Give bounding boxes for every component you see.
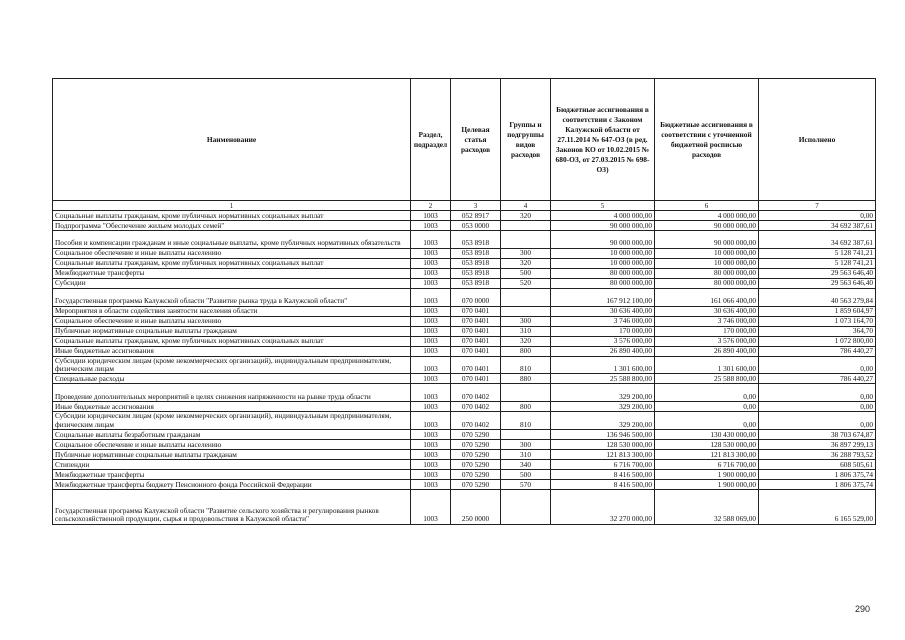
- cell-section: 1003: [411, 211, 451, 221]
- column-number: 1: [53, 201, 411, 211]
- header-name: Наименование: [53, 79, 411, 201]
- cell-expense-group: 810: [501, 356, 551, 374]
- cell-expense-group: 340: [501, 460, 551, 470]
- cell-refined-amount: 0,00: [655, 402, 759, 412]
- cell-refined-amount: 1 900 000,00: [655, 480, 759, 490]
- column-number: 7: [759, 201, 876, 211]
- cell-target-article: 070 0401: [451, 306, 501, 316]
- cell-name: Субсидии юридическим лицам (кроме некоммерческих организаций), индивидуальным предпринимателям, физическим лицам: [53, 356, 411, 374]
- cell-section: 1003: [411, 402, 451, 412]
- table-row: [53, 450, 876, 460]
- cell-executed-amount: 1 072 800,00: [759, 336, 876, 346]
- cell-section: 1003: [411, 460, 451, 470]
- cell-section: 1003: [411, 384, 451, 402]
- cell-law-amount: 10 000 000,00: [551, 258, 655, 268]
- cell-expense-group: 300: [501, 248, 551, 258]
- cell-target-article: 053 8918: [451, 248, 501, 258]
- table-row: [53, 288, 876, 306]
- cell-expense-group: [501, 288, 551, 306]
- cell-target-article: 070 5290: [451, 460, 501, 470]
- cell-name: Социальные выплаты гражданам, кроме публичных нормативных социальных выплат: [53, 258, 411, 268]
- cell-name: Специальные расходы: [53, 374, 411, 384]
- cell-expense-group: [501, 221, 551, 231]
- table-row: [53, 316, 876, 326]
- cell-target-article: 070 5290: [451, 440, 501, 450]
- cell-law-amount: 90 000 000,00: [551, 221, 655, 231]
- cell-target-article: 070 0401: [451, 356, 501, 374]
- cell-name: Социальное обеспечение и иные выплаты населению: [53, 316, 411, 326]
- cell-refined-amount: 90 000 000,00: [655, 231, 759, 249]
- header-group: Группы и подгруппы видов расходов: [501, 79, 551, 201]
- cell-section: 1003: [411, 221, 451, 231]
- cell-name: Мероприятия в области содействия занятости населения области: [53, 306, 411, 316]
- cell-section: 1003: [411, 248, 451, 258]
- cell-section: 1003: [411, 306, 451, 316]
- cell-section: 1003: [411, 412, 451, 430]
- cell-section: 1003: [411, 356, 451, 374]
- cell-refined-amount: 170 000,00: [655, 326, 759, 336]
- cell-law-amount: 8 416 500,00: [551, 480, 655, 490]
- cell-expense-group: 300: [501, 440, 551, 450]
- cell-expense-group: 300: [501, 316, 551, 326]
- cell-expense-group: [501, 490, 551, 525]
- cell-target-article: 053 8918: [451, 231, 501, 249]
- header-section: Раздел, подраздел: [411, 79, 451, 201]
- cell-refined-amount: 1 301 600,00: [655, 356, 759, 374]
- cell-expense-group: 880: [501, 374, 551, 384]
- cell-section: 1003: [411, 346, 451, 356]
- cell-law-amount: 26 890 400,00: [551, 346, 655, 356]
- cell-name: Подпрограмма "Обеспечение жильем молодых семей": [53, 221, 411, 231]
- cell-executed-amount: 34 692 387,61: [759, 231, 876, 249]
- table-row: [53, 470, 876, 480]
- cell-refined-amount: 161 066 400,00: [655, 288, 759, 306]
- cell-refined-amount: 0,00: [655, 384, 759, 402]
- table-row: [53, 412, 876, 430]
- cell-target-article: 070 0401: [451, 326, 501, 336]
- budget-table: [52, 78, 876, 525]
- table-row: [53, 268, 876, 278]
- table-row: [53, 480, 876, 490]
- table-row: [53, 211, 876, 221]
- cell-law-amount: 3 576 000,00: [551, 336, 655, 346]
- cell-law-amount: 10 000 000,00: [551, 248, 655, 258]
- cell-section: 1003: [411, 326, 451, 336]
- header-target: Целевая статья расходов: [451, 79, 501, 201]
- cell-section: 1003: [411, 480, 451, 490]
- cell-section: 1003: [411, 231, 451, 249]
- table-row: [53, 336, 876, 346]
- cell-executed-amount: 5 128 741,21: [759, 248, 876, 258]
- cell-name: Государственная программа Калужской области "Развитие сельского хозяйства и регулирования рынков сельскохозяйственной продукции, сырья и продовольствия в Калужской области": [53, 490, 411, 525]
- cell-expense-group: 520: [501, 278, 551, 288]
- cell-executed-amount: 36 897 299,13: [759, 440, 876, 450]
- cell-executed-amount: 1 073 164,70: [759, 316, 876, 326]
- cell-executed-amount: 1 806 375,74: [759, 470, 876, 480]
- cell-law-amount: 90 000 000,00: [551, 231, 655, 249]
- cell-law-amount: 80 000 000,00: [551, 268, 655, 278]
- table-row: [53, 440, 876, 450]
- cell-section: 1003: [411, 268, 451, 278]
- cell-refined-amount: 10 000 000,00: [655, 248, 759, 258]
- column-number: 5: [551, 201, 655, 211]
- cell-executed-amount: 364,70: [759, 326, 876, 336]
- table-row: [53, 231, 876, 249]
- cell-refined-amount: 80 000 000,00: [655, 278, 759, 288]
- cell-executed-amount: 36 288 793,52: [759, 450, 876, 460]
- cell-law-amount: 128 530 000,00: [551, 440, 655, 450]
- cell-executed-amount: 6 165 529,00: [759, 490, 876, 525]
- cell-refined-amount: 130 430 000,00: [655, 430, 759, 440]
- cell-name: Иные бюджетные ассигнования: [53, 402, 411, 412]
- cell-refined-amount: 30 636 400,00: [655, 306, 759, 316]
- cell-refined-amount: 90 000 000,00: [655, 221, 759, 231]
- cell-refined-amount: 26 890 400,00: [655, 346, 759, 356]
- cell-refined-amount: 32 588 069,00: [655, 490, 759, 525]
- cell-executed-amount: 0,00: [759, 402, 876, 412]
- cell-executed-amount: 0,00: [759, 211, 876, 221]
- cell-name: Иные бюджетные ассигнования: [53, 346, 411, 356]
- cell-expense-group: [501, 430, 551, 440]
- cell-refined-amount: 80 000 000,00: [655, 268, 759, 278]
- cell-section: 1003: [411, 490, 451, 525]
- column-number: 3: [451, 201, 501, 211]
- cell-target-article: 070 0402: [451, 384, 501, 402]
- table-row: [53, 430, 876, 440]
- cell-name: Публичные нормативные социальные выплаты гражданам: [53, 450, 411, 460]
- cell-expense-group: 500: [501, 268, 551, 278]
- cell-expense-group: 310: [501, 450, 551, 460]
- cell-executed-amount: 29 563 646,40: [759, 278, 876, 288]
- cell-section: 1003: [411, 470, 451, 480]
- cell-section: 1003: [411, 316, 451, 326]
- cell-law-amount: 8 416 500,00: [551, 470, 655, 480]
- cell-target-article: 053 8918: [451, 258, 501, 268]
- cell-name: Социальное обеспечение и иные выплаты населению: [53, 248, 411, 258]
- cell-law-amount: 329 200,00: [551, 412, 655, 430]
- column-number: 6: [655, 201, 759, 211]
- table-row: [53, 384, 876, 402]
- column-number: 2: [411, 201, 451, 211]
- cell-law-amount: 121 813 300,00: [551, 450, 655, 460]
- cell-law-amount: 25 588 800,00: [551, 374, 655, 384]
- cell-refined-amount: 0,00: [655, 412, 759, 430]
- cell-name: Межбюджетные трансферты: [53, 268, 411, 278]
- header-refined-assignments: Бюджетные ассигнования в соответствии с уточненной бюджетной росписью расходов: [655, 79, 759, 201]
- cell-target-article: 053 8918: [451, 278, 501, 288]
- cell-executed-amount: 608 505,61: [759, 460, 876, 470]
- cell-executed-amount: 38 703 674,87: [759, 430, 876, 440]
- cell-target-article: 070 0401: [451, 336, 501, 346]
- cell-executed-amount: 40 563 279,84: [759, 288, 876, 306]
- cell-law-amount: 80 000 000,00: [551, 278, 655, 288]
- cell-executed-amount: 34 692 387,61: [759, 221, 876, 231]
- cell-section: 1003: [411, 440, 451, 450]
- cell-expense-group: [501, 306, 551, 316]
- cell-executed-amount: 0,00: [759, 356, 876, 374]
- cell-expense-group: 810: [501, 412, 551, 430]
- cell-refined-amount: 10 000 000,00: [655, 258, 759, 268]
- cell-law-amount: 170 000,00: [551, 326, 655, 336]
- cell-law-amount: 329 200,00: [551, 402, 655, 412]
- cell-name: Пособия и компенсации гражданам и иные социальные выплаты, кроме публичных нормативных обязательств: [53, 231, 411, 249]
- cell-target-article: 070 5290: [451, 470, 501, 480]
- cell-target-article: 053 0000: [451, 221, 501, 231]
- cell-name: Субсидии юридическим лицам (кроме некоммерческих организаций), индивидуальным предпринимателям, физическим лицам: [53, 412, 411, 430]
- header-law-assignments: Бюджетные ассигнования в соответствии с Законом Калужской области от 27.11.2014 № 647-ОЗ (в ред. Законов КО от 10.02.2015 № 680-ОЗ, от 27.03.2015 № 698-ОЗ): [551, 79, 655, 201]
- cell-executed-amount: 786 440,27: [759, 374, 876, 384]
- cell-name: Социальное обеспечение и иные выплаты населению: [53, 440, 411, 450]
- cell-name: Межбюджетные трансферты бюджету Пенсионного фонда Российской Федерации: [53, 480, 411, 490]
- cell-refined-amount: 25 588 800,00: [655, 374, 759, 384]
- cell-name: Социальные выплаты гражданам, кроме публичных нормативных социальных выплат: [53, 211, 411, 221]
- cell-refined-amount: 3 576 000,00: [655, 336, 759, 346]
- column-number: 4: [501, 201, 551, 211]
- cell-law-amount: 4 000 000,00: [551, 211, 655, 221]
- cell-executed-amount: 5 128 741,21: [759, 258, 876, 268]
- table-row: [53, 356, 876, 374]
- cell-expense-group: 320: [501, 336, 551, 346]
- cell-section: 1003: [411, 450, 451, 460]
- cell-refined-amount: 121 813 300,00: [655, 450, 759, 460]
- cell-name: Социальные выплаты гражданам, кроме публичных нормативных социальных выплат: [53, 336, 411, 346]
- page-number: 290: [855, 604, 871, 614]
- table-body: [53, 201, 876, 525]
- header-executed: Исполнено: [759, 79, 876, 201]
- cell-law-amount: 32 270 000,00: [551, 490, 655, 525]
- cell-name: Межбюджетные трансферты: [53, 470, 411, 480]
- cell-target-article: 070 5290: [451, 450, 501, 460]
- cell-target-article: 250 0000: [451, 490, 501, 525]
- cell-executed-amount: 1 806 375,74: [759, 480, 876, 490]
- cell-target-article: 053 8918: [451, 268, 501, 278]
- cell-section: 1003: [411, 258, 451, 268]
- cell-target-article: 052 8917: [451, 211, 501, 221]
- table-row: [53, 278, 876, 288]
- table-row: [53, 258, 876, 268]
- cell-law-amount: 329 200,00: [551, 384, 655, 402]
- cell-target-article: 070 5290: [451, 430, 501, 440]
- cell-refined-amount: 128 530 000,00: [655, 440, 759, 450]
- cell-law-amount: 3 746 000,00: [551, 316, 655, 326]
- table-row: [53, 248, 876, 258]
- cell-law-amount: 1 301 600,00: [551, 356, 655, 374]
- cell-law-amount: 167 912 100,00: [551, 288, 655, 306]
- column-numbers-row: [53, 201, 876, 211]
- table-row: [53, 374, 876, 384]
- cell-name: Публичные нормативные социальные выплаты гражданам: [53, 326, 411, 336]
- cell-executed-amount: 1 859 604,97: [759, 306, 876, 316]
- table-row: [53, 221, 876, 231]
- table-row: [53, 460, 876, 470]
- cell-expense-group: [501, 384, 551, 402]
- table-row: [53, 306, 876, 316]
- cell-target-article: 070 0402: [451, 402, 501, 412]
- header-row: [53, 79, 876, 201]
- cell-expense-group: 320: [501, 258, 551, 268]
- cell-section: 1003: [411, 430, 451, 440]
- cell-section: 1003: [411, 288, 451, 306]
- cell-section: 1003: [411, 278, 451, 288]
- cell-expense-group: 500: [501, 470, 551, 480]
- cell-executed-amount: 786 440,27: [759, 346, 876, 356]
- cell-target-article: 070 0402: [451, 412, 501, 430]
- cell-expense-group: 570: [501, 480, 551, 490]
- cell-refined-amount: 6 716 700,00: [655, 460, 759, 470]
- cell-name: Субсидии: [53, 278, 411, 288]
- cell-section: 1003: [411, 374, 451, 384]
- cell-executed-amount: 0,00: [759, 412, 876, 430]
- cell-expense-group: 800: [501, 346, 551, 356]
- cell-section: 1003: [411, 336, 451, 346]
- cell-expense-group: 800: [501, 402, 551, 412]
- table-row: [53, 326, 876, 336]
- cell-executed-amount: 29 563 646,40: [759, 268, 876, 278]
- table-row: [53, 346, 876, 356]
- table-row: [53, 490, 876, 525]
- cell-refined-amount: 1 900 000,00: [655, 470, 759, 480]
- cell-name: Проведение дополнительных мероприятий в целях снижения напряженности на рынке труда области: [53, 384, 411, 402]
- cell-name: Государственная программа Калужской области "Развитие рынка труда в Калужской области": [53, 288, 411, 306]
- cell-target-article: 070 5290: [451, 480, 501, 490]
- cell-expense-group: 320: [501, 211, 551, 221]
- cell-law-amount: 6 716 700,00: [551, 460, 655, 470]
- cell-expense-group: [501, 231, 551, 249]
- cell-refined-amount: 3 746 000,00: [655, 316, 759, 326]
- cell-expense-group: 310: [501, 326, 551, 336]
- cell-executed-amount: 0,00: [759, 384, 876, 402]
- cell-refined-amount: 4 000 000,00: [655, 211, 759, 221]
- cell-law-amount: 30 636 400,00: [551, 306, 655, 316]
- cell-target-article: 070 0401: [451, 346, 501, 356]
- cell-target-article: 070 0401: [451, 316, 501, 326]
- cell-target-article: 070 0401: [451, 374, 501, 384]
- cell-name: Стипендии: [53, 460, 411, 470]
- cell-law-amount: 136 946 500,00: [551, 430, 655, 440]
- cell-name: Социальные выплаты безработным гражданам: [53, 430, 411, 440]
- table-row: [53, 402, 876, 412]
- cell-target-article: 070 0000: [451, 288, 501, 306]
